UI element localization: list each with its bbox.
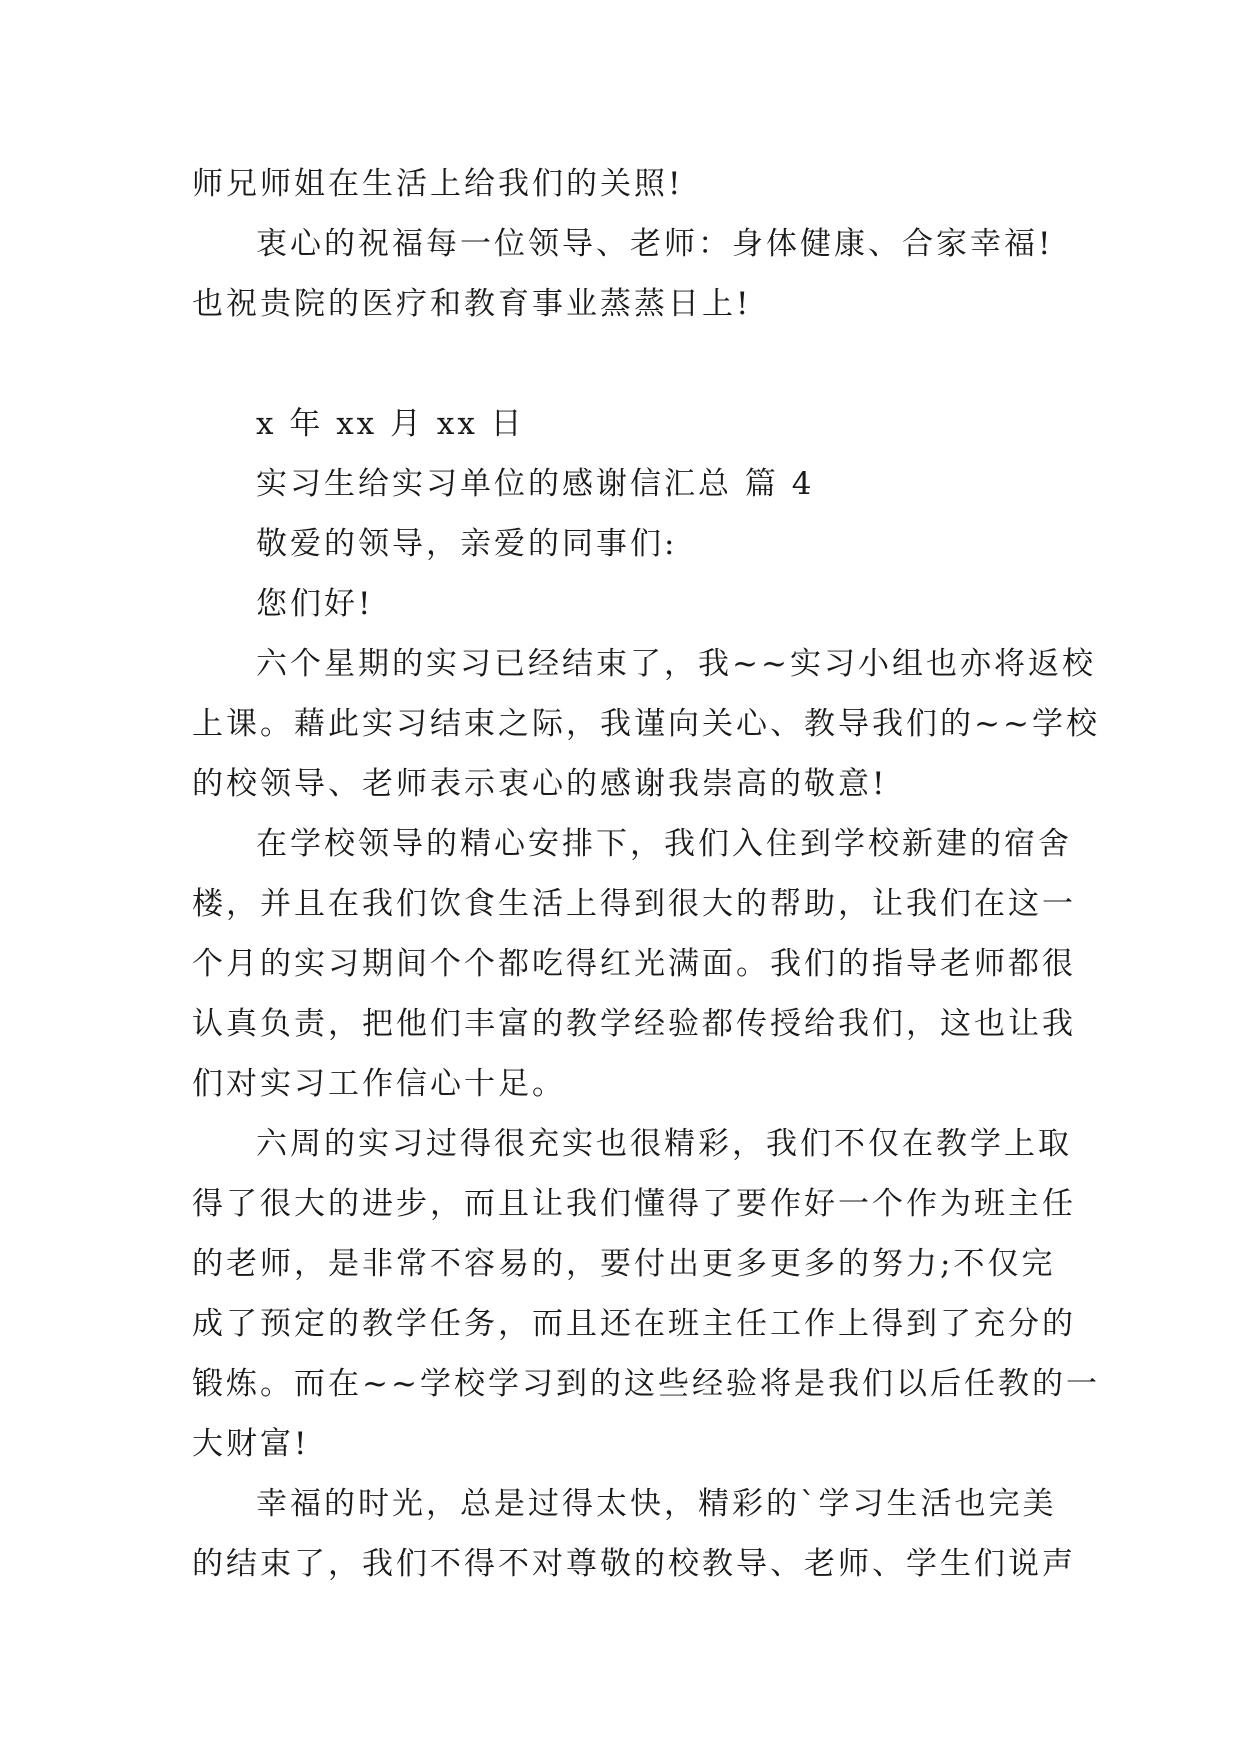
text-line: 的校领导、老师表示衷心的感谢我崇高的敬意! (192, 766, 888, 802)
salutation: 敬爱的领导，亲爱的同事们: (256, 526, 678, 562)
text-line: 成了预定的教学任务，而且还在班主任工作上得到了充分的 (192, 1306, 1076, 1342)
text-line: 楼，并且在我们饮食生活上得到很大的帮助，让我们在这一 (192, 886, 1076, 922)
date-line: x 年 xx 月 xx 日 (256, 406, 525, 442)
text-line: 衷心的祝福每一位领导、老师：身体健康、合家幸福! (256, 226, 1054, 262)
text-line: 得了很大的进步，而且让我们懂得了要作好一个作为班主任 (192, 1186, 1076, 1222)
text-line: 在学校领导的精心安排下，我们入住到学校新建的宿舍 (256, 826, 1072, 862)
text-line: 的老师，是非常不容易的，要付出更多更多的努力;不仅完 (192, 1246, 1056, 1282)
greeting: 您们好! (256, 586, 374, 622)
text-line: 的结束了，我们不得不对尊敬的校教导、老师、学生们说声 (192, 1546, 1076, 1582)
section-heading: 实习生给实习单位的感谢信汇总 篇 4 (256, 466, 815, 502)
text-line: 师兄师姐在生活上给我们的关照! (192, 166, 684, 202)
text-line: 个月的实习期间个个都吃得红光满面。我们的指导老师都很 (192, 946, 1076, 982)
text-line: 认真负责，把他们丰富的教学经验都传授给我们，这也让我 (192, 1006, 1076, 1042)
text-line: 也祝贵院的医疗和教育事业蒸蒸日上! (192, 286, 752, 322)
text-line: 大财富! (192, 1426, 310, 1462)
text-line: 锻炼。而在~~学校学习到的这些经验将是我们以后任教的一 (192, 1366, 1100, 1402)
text-line: 六周的实习过得很充实也很精彩，我们不仅在教学上取 (256, 1126, 1072, 1162)
letter-body (192, 154, 1100, 1594)
text-line: 幸福的时光，总是过得太快，精彩的`学习生活也完美 (256, 1486, 1057, 1522)
blank-line (192, 334, 1052, 394)
text-line: 六个星期的实习已经结束了，我~~实习小组也亦将返校 (256, 646, 1096, 682)
text-line: 上课。藉此实习结束之际，我谨向关心、教导我们的~~学校 (192, 706, 1100, 742)
text-line: 们对实习工作信心十足。 (192, 1066, 566, 1102)
